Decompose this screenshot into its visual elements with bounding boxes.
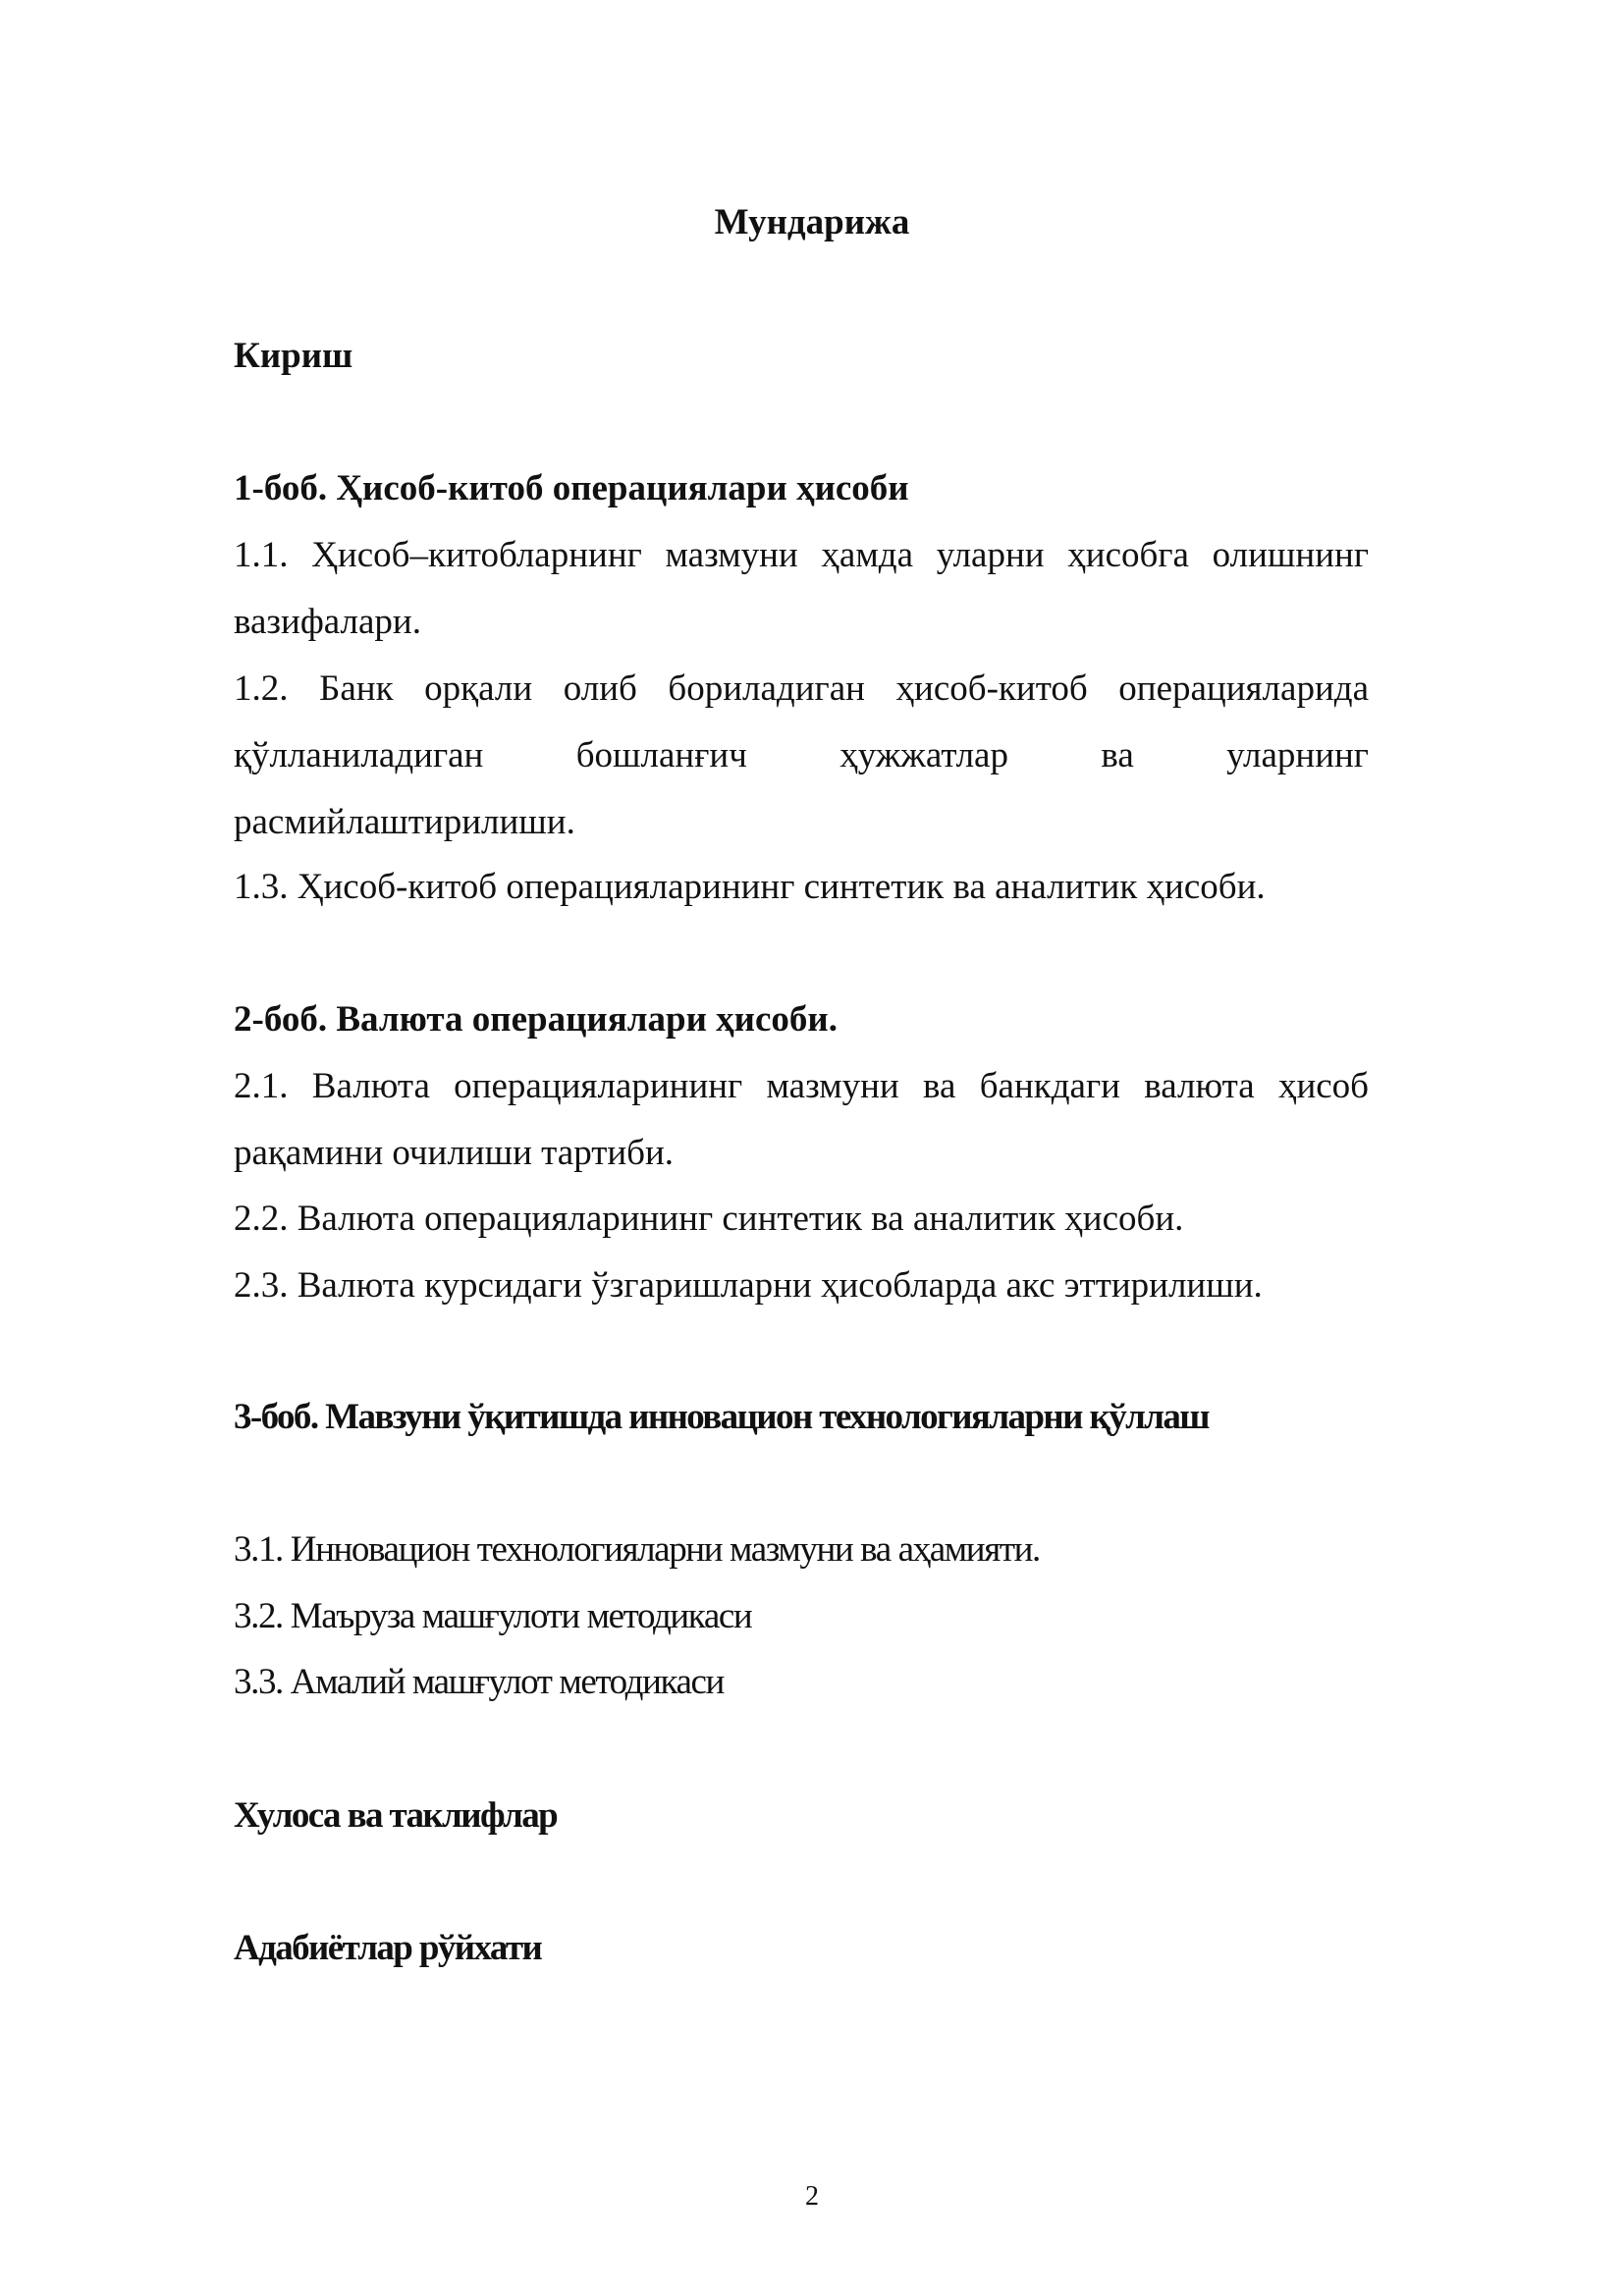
toc-item-2-2-line-1: 2.2. Валюта операцияларининг синтетик ва аналитик ҳисоби. [234,1199,1184,1239]
toc-item-1-2 [234,656,1369,856]
toc-item-1-1-line-2: вазифалари. [234,602,421,642]
toc-item-2-1-line-2: рақамини очилиши тартиби. [234,1133,675,1173]
chapter-2-heading: 2-боб. Валюта операциялари ҳисоби. [234,999,838,1040]
toc-item-3-1-line-1: 3.1. Инновацион технологияларни мазмуни ва аҳамияти. [234,1529,1040,1570]
page-title: Мундарижа [714,202,910,242]
toc-item-1-1-line-1: 1.1. Ҳисоб–китобларнинг мазмуни ҳамда уларни ҳисобга олишнинг [234,535,1369,575]
toc-item-2-1 [234,1053,1369,1187]
toc-item-1-1 [234,522,1369,656]
toc-item-1-2-line-3: расмийлаштирилиши. [234,802,575,842]
toc-item-3-2 [234,1583,1369,1650]
toc-item-2-2 [234,1186,1369,1253]
toc-item-3-3 [234,1649,1369,1716]
toc-item-2-3-line-1: 2.3. Валюта курсидаги ўзгаришларни ҳисобларда акс эттирилиши. [234,1265,1263,1306]
toc-item-3-1 [234,1517,1369,1583]
toc-item-3-2-line-1: 3.2. Маъруза машғулоти методикаси [234,1596,752,1636]
toc-introduction: Кириш [234,336,353,376]
toc-item-1-2-line-1: 1.2. Банк орқали олиб бориладиган ҳисоб-китоб операцияларида [234,668,1369,709]
toc-item-1-2-line-2: қўлланиладиган бошланғич ҳужжатлар ва уларнинг [234,735,1369,775]
chapter-3-heading: 3-боб. Мавзуни ўқитишда инновацион технологияларни қўллаш [234,1397,1209,1437]
page-number: 2 [805,2181,819,2212]
toc-item-2-1-line-1: 2.1. Валюта операцияларининг мазмуни ва банкдаги валюта ҳисоб [234,1066,1369,1106]
chapter-1-heading: 1-боб. Ҳисоб-китоб операциялари ҳисоби [234,468,909,508]
toc-item-2-3 [234,1253,1369,1319]
toc-item-1-3 [234,854,1369,921]
toc-item-3-3-line-1: 3.3. Амалий машғулот методикаси [234,1662,724,1702]
toc-references: Адабиётлар рўйхати [234,1928,542,1968]
toc-item-1-3-line-1: 1.3. Ҳисоб-китоб операцияларининг синтетик ва аналитик ҳисоби. [234,867,1266,907]
toc-conclusion: Хулоса ва таклифлар [234,1795,558,1836]
